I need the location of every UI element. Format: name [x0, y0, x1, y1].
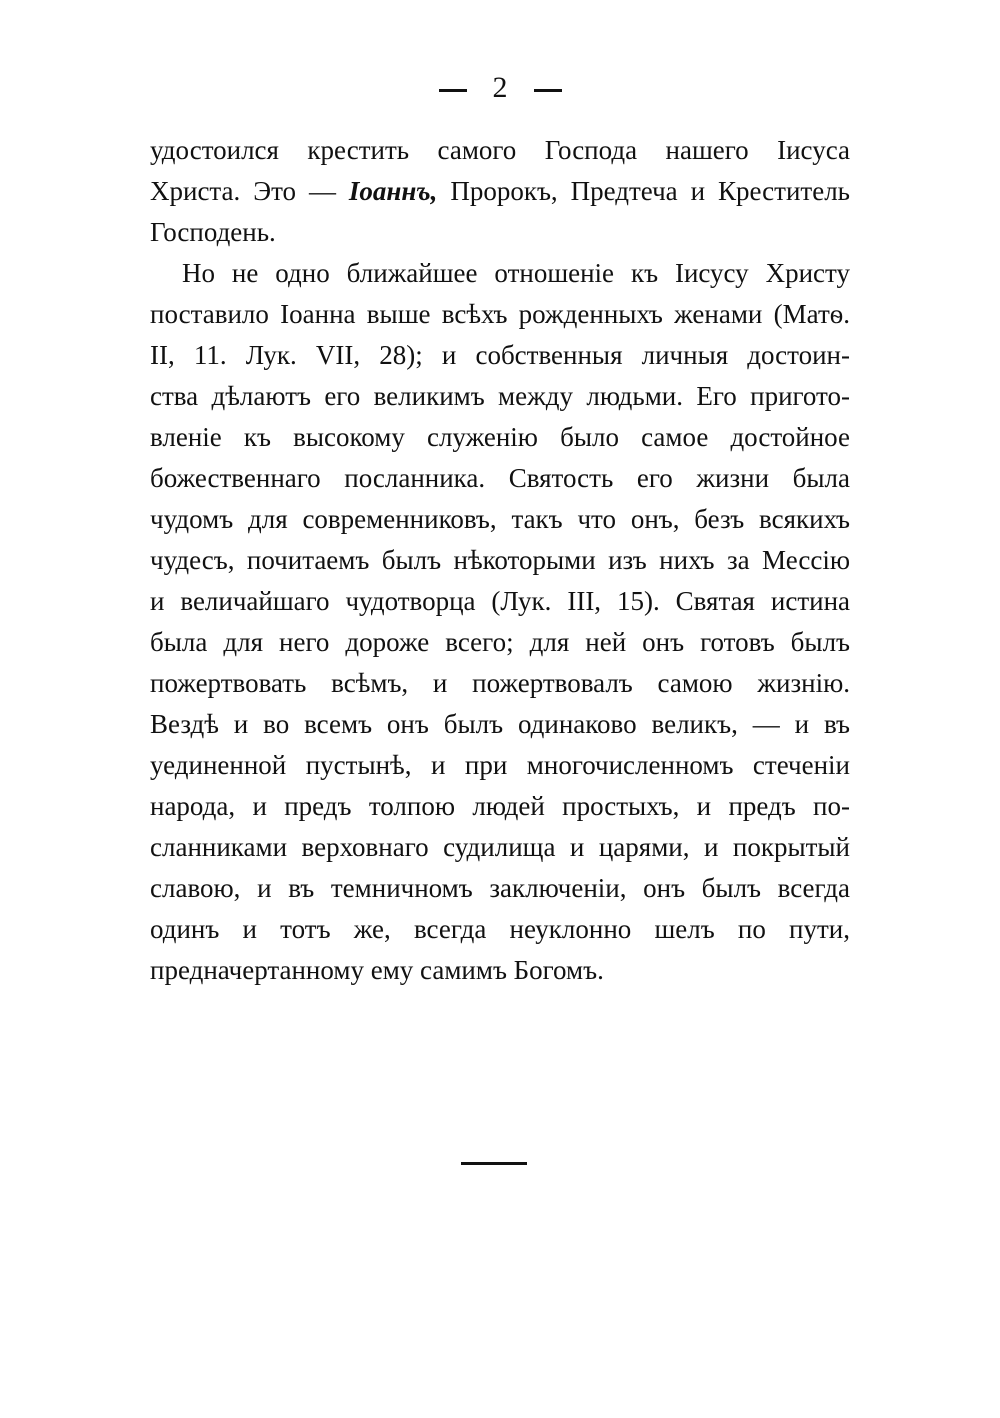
- text-fragment: Пророкъ, Предтеча и Креститель: [450, 176, 850, 206]
- text-line: удостоился крестить самого Господа нашего Iисуса: [150, 135, 850, 165]
- text-line: сланниками верховнаго судилища и царями, и покрытый: [150, 832, 850, 862]
- text-fragment: Христа. Это —: [150, 176, 336, 206]
- text-line: народа, и предъ толпою людей простыхъ, и предъ по-: [150, 791, 850, 821]
- text-line: и величайшаго чудотворца (Лук. III, 15). Святая истина: [150, 586, 850, 616]
- text-line: славою, и въ темничномъ заключенiи, онъ былъ всегда: [150, 873, 850, 903]
- text-line: предначертанному ему самимъ Богомъ.: [150, 955, 604, 985]
- text-line: одинъ и тотъ же, всегда неуклонно шелъ по пути,: [150, 914, 850, 944]
- text-line: божественнаго посланника. Святость его жизни была: [150, 463, 850, 493]
- text-line: была для него дороже всего; для ней онъ готовъ былъ: [150, 627, 850, 657]
- right-dash: [534, 89, 562, 92]
- text-line: чудомъ для современниковъ, такъ что онъ, безъ всякихъ: [150, 504, 850, 534]
- text-line: ства дѣлаютъ его великимъ между людьми. Его пригото-: [150, 381, 850, 411]
- page-number-header: [0, 68, 1000, 108]
- paragraph-1: [150, 130, 850, 253]
- text-line: поставило Iоанна выше всѣхъ рожденныхъ женами (Матѳ.: [150, 299, 850, 329]
- text-line: чудесъ, почитаемъ былъ нѣкоторыми изъ нихъ за Мессiю: [150, 545, 850, 575]
- left-dash: [439, 89, 467, 92]
- text-line: II, 11. Лук. VII, 28); и собственныя личныя достоин-: [150, 340, 850, 370]
- paragraph-2: [150, 253, 850, 991]
- text-line: Но не одно ближайшее отношенiе къ Iисусу Христу: [182, 258, 850, 288]
- page-number: 2: [492, 71, 508, 104]
- end-rule: [461, 1162, 527, 1165]
- text-line: [150, 171, 850, 212]
- text-line: Вездѣ и во всемъ онъ былъ одинаково великъ, — и въ: [150, 709, 850, 739]
- body-text: [150, 130, 850, 991]
- italic-name: Iоаннъ,: [348, 176, 438, 206]
- text-line: уединенной пустынѣ, и при многочисленномъ стеченiи: [150, 750, 850, 780]
- text-line: Господень.: [150, 217, 276, 247]
- text-line: пожертвовать всѣмъ, и пожертвовалъ самою жизнiю.: [150, 668, 850, 698]
- text-line: вленiе къ высокому служенiю было самое достойное: [150, 422, 850, 452]
